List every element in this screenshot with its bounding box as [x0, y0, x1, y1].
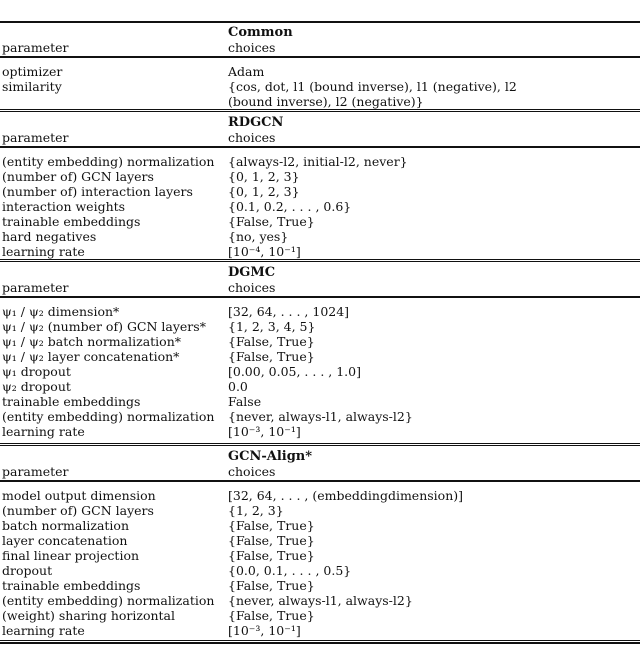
- section-title: GCN-Align*: [228, 449, 313, 464]
- row-parameter: hard negatives: [2, 229, 97, 244]
- row-parameter: final linear projection: [2, 548, 140, 563]
- row-choices: False: [228, 394, 262, 409]
- row-choices: {False, True}: [228, 533, 315, 548]
- row-parameter: (number of) GCN layers: [2, 169, 154, 184]
- row-choices: {0.0, 0.1, . . . , 0.5}: [228, 563, 352, 578]
- header-choices: choices: [228, 40, 276, 55]
- row-parameter: ψ₁ dropout: [2, 364, 71, 379]
- row-choices: {0.1, 0.2, . . . , 0.6}: [228, 199, 352, 214]
- row-choices: 0.0: [228, 379, 248, 394]
- row-parameter: ψ₁ / ψ₂ layer concatenation*: [2, 349, 180, 364]
- row-choices: [0.00, 0.05, . . . , 1.0]: [228, 364, 361, 379]
- row-choices: {1, 2, 3, 4, 5}: [228, 319, 316, 334]
- row-parameter: learning rate: [2, 623, 85, 638]
- bottom-rule: [0, 642, 640, 644]
- row-choices: Adam: [228, 64, 265, 79]
- row-parameter: model output dimension: [2, 488, 156, 503]
- header-rule: [0, 146, 640, 148]
- header-rule: [0, 296, 640, 298]
- section-rule: [0, 259, 640, 260]
- row-choices: [10⁻⁴, 10⁻¹]: [228, 244, 301, 259]
- row-choices: {False, True}: [228, 334, 315, 349]
- header-parameter: parameter: [2, 464, 69, 479]
- row-choices: {False, True}: [228, 548, 315, 563]
- row-choices: [10⁻³, 10⁻¹]: [228, 623, 301, 638]
- row-parameter: ψ₁ / ψ₂ dimension*: [2, 304, 120, 319]
- section-rule: [0, 261, 640, 262]
- section-title: DGMC: [228, 265, 276, 280]
- header-choices: choices: [228, 280, 276, 295]
- row-choices: {False, True}: [228, 578, 315, 593]
- row-parameter: trainable embeddings: [2, 578, 141, 593]
- header-rule: [0, 480, 640, 482]
- row-parameter: (entity embedding) normalization: [2, 154, 215, 169]
- header-parameter: parameter: [2, 40, 69, 55]
- row-parameter: (number of) interaction layers: [2, 184, 193, 199]
- header-parameter: parameter: [2, 130, 69, 145]
- row-choices: {False, True}: [228, 518, 315, 533]
- row-choices: {never, always-l1, always-l2}: [228, 593, 413, 608]
- section-rule: [0, 443, 640, 444]
- row-choices: {cos, dot, l1 (bound inverse), l1 (negative), l2: [228, 79, 517, 94]
- row-parameter: batch normalization: [2, 518, 129, 533]
- header-rule: [0, 56, 640, 58]
- row-parameter: dropout: [2, 563, 53, 578]
- header-parameter: parameter: [2, 280, 69, 295]
- row-parameter: layer concatenation: [2, 533, 128, 548]
- row-choices: {False, True}: [228, 608, 315, 623]
- row-choices: {always-l2, initial-l2, never}: [228, 154, 408, 169]
- row-parameter: (entity embedding) normalization: [2, 409, 215, 424]
- header-choices: choices: [228, 130, 276, 145]
- row-parameter: ψ₂ dropout: [2, 379, 71, 394]
- section-title: Common: [228, 25, 293, 40]
- section-rule: [0, 111, 640, 112]
- row-choices: [32, 64, . . . , (embeddingdimension)]: [228, 488, 463, 503]
- row-parameter: trainable embeddings: [2, 394, 141, 409]
- section-rule: [0, 109, 640, 110]
- row-choices: {0, 1, 2, 3}: [228, 184, 300, 199]
- row-choices: {False, True}: [228, 214, 315, 229]
- row-choices: {no, yes}: [228, 229, 289, 244]
- row-choices: [10⁻³, 10⁻¹]: [228, 424, 301, 439]
- row-choices: {never, always-l1, always-l2}: [228, 409, 413, 424]
- row-choices: {0, 1, 2, 3}: [228, 169, 300, 184]
- row-choices: {False, True}: [228, 349, 315, 364]
- row-parameter: (number of) GCN layers: [2, 503, 154, 518]
- row-choices: (bound inverse), l2 (negative)}: [228, 94, 424, 109]
- top-rule: [0, 21, 640, 23]
- section-rule: [0, 445, 640, 446]
- row-parameter: trainable embeddings: [2, 214, 141, 229]
- row-parameter: ψ₁ / ψ₂ batch normalization*: [2, 334, 181, 349]
- row-parameter: (weight) sharing horizontal: [2, 608, 175, 623]
- row-parameter: ψ₁ / ψ₂ (number of) GCN layers*: [2, 319, 206, 334]
- row-choices: {1, 2, 3}: [228, 503, 284, 518]
- row-parameter: optimizer: [2, 64, 63, 79]
- section-title: RDGCN: [228, 115, 284, 130]
- bottom-rule: [0, 640, 640, 641]
- row-parameter: learning rate: [2, 424, 85, 439]
- header-choices: choices: [228, 464, 276, 479]
- row-parameter: (entity embedding) normalization: [2, 593, 215, 608]
- row-choices: [32, 64, . . . , 1024]: [228, 304, 350, 319]
- row-parameter: interaction weights: [2, 199, 126, 214]
- row-parameter: similarity: [2, 79, 62, 94]
- row-parameter: learning rate: [2, 244, 85, 259]
